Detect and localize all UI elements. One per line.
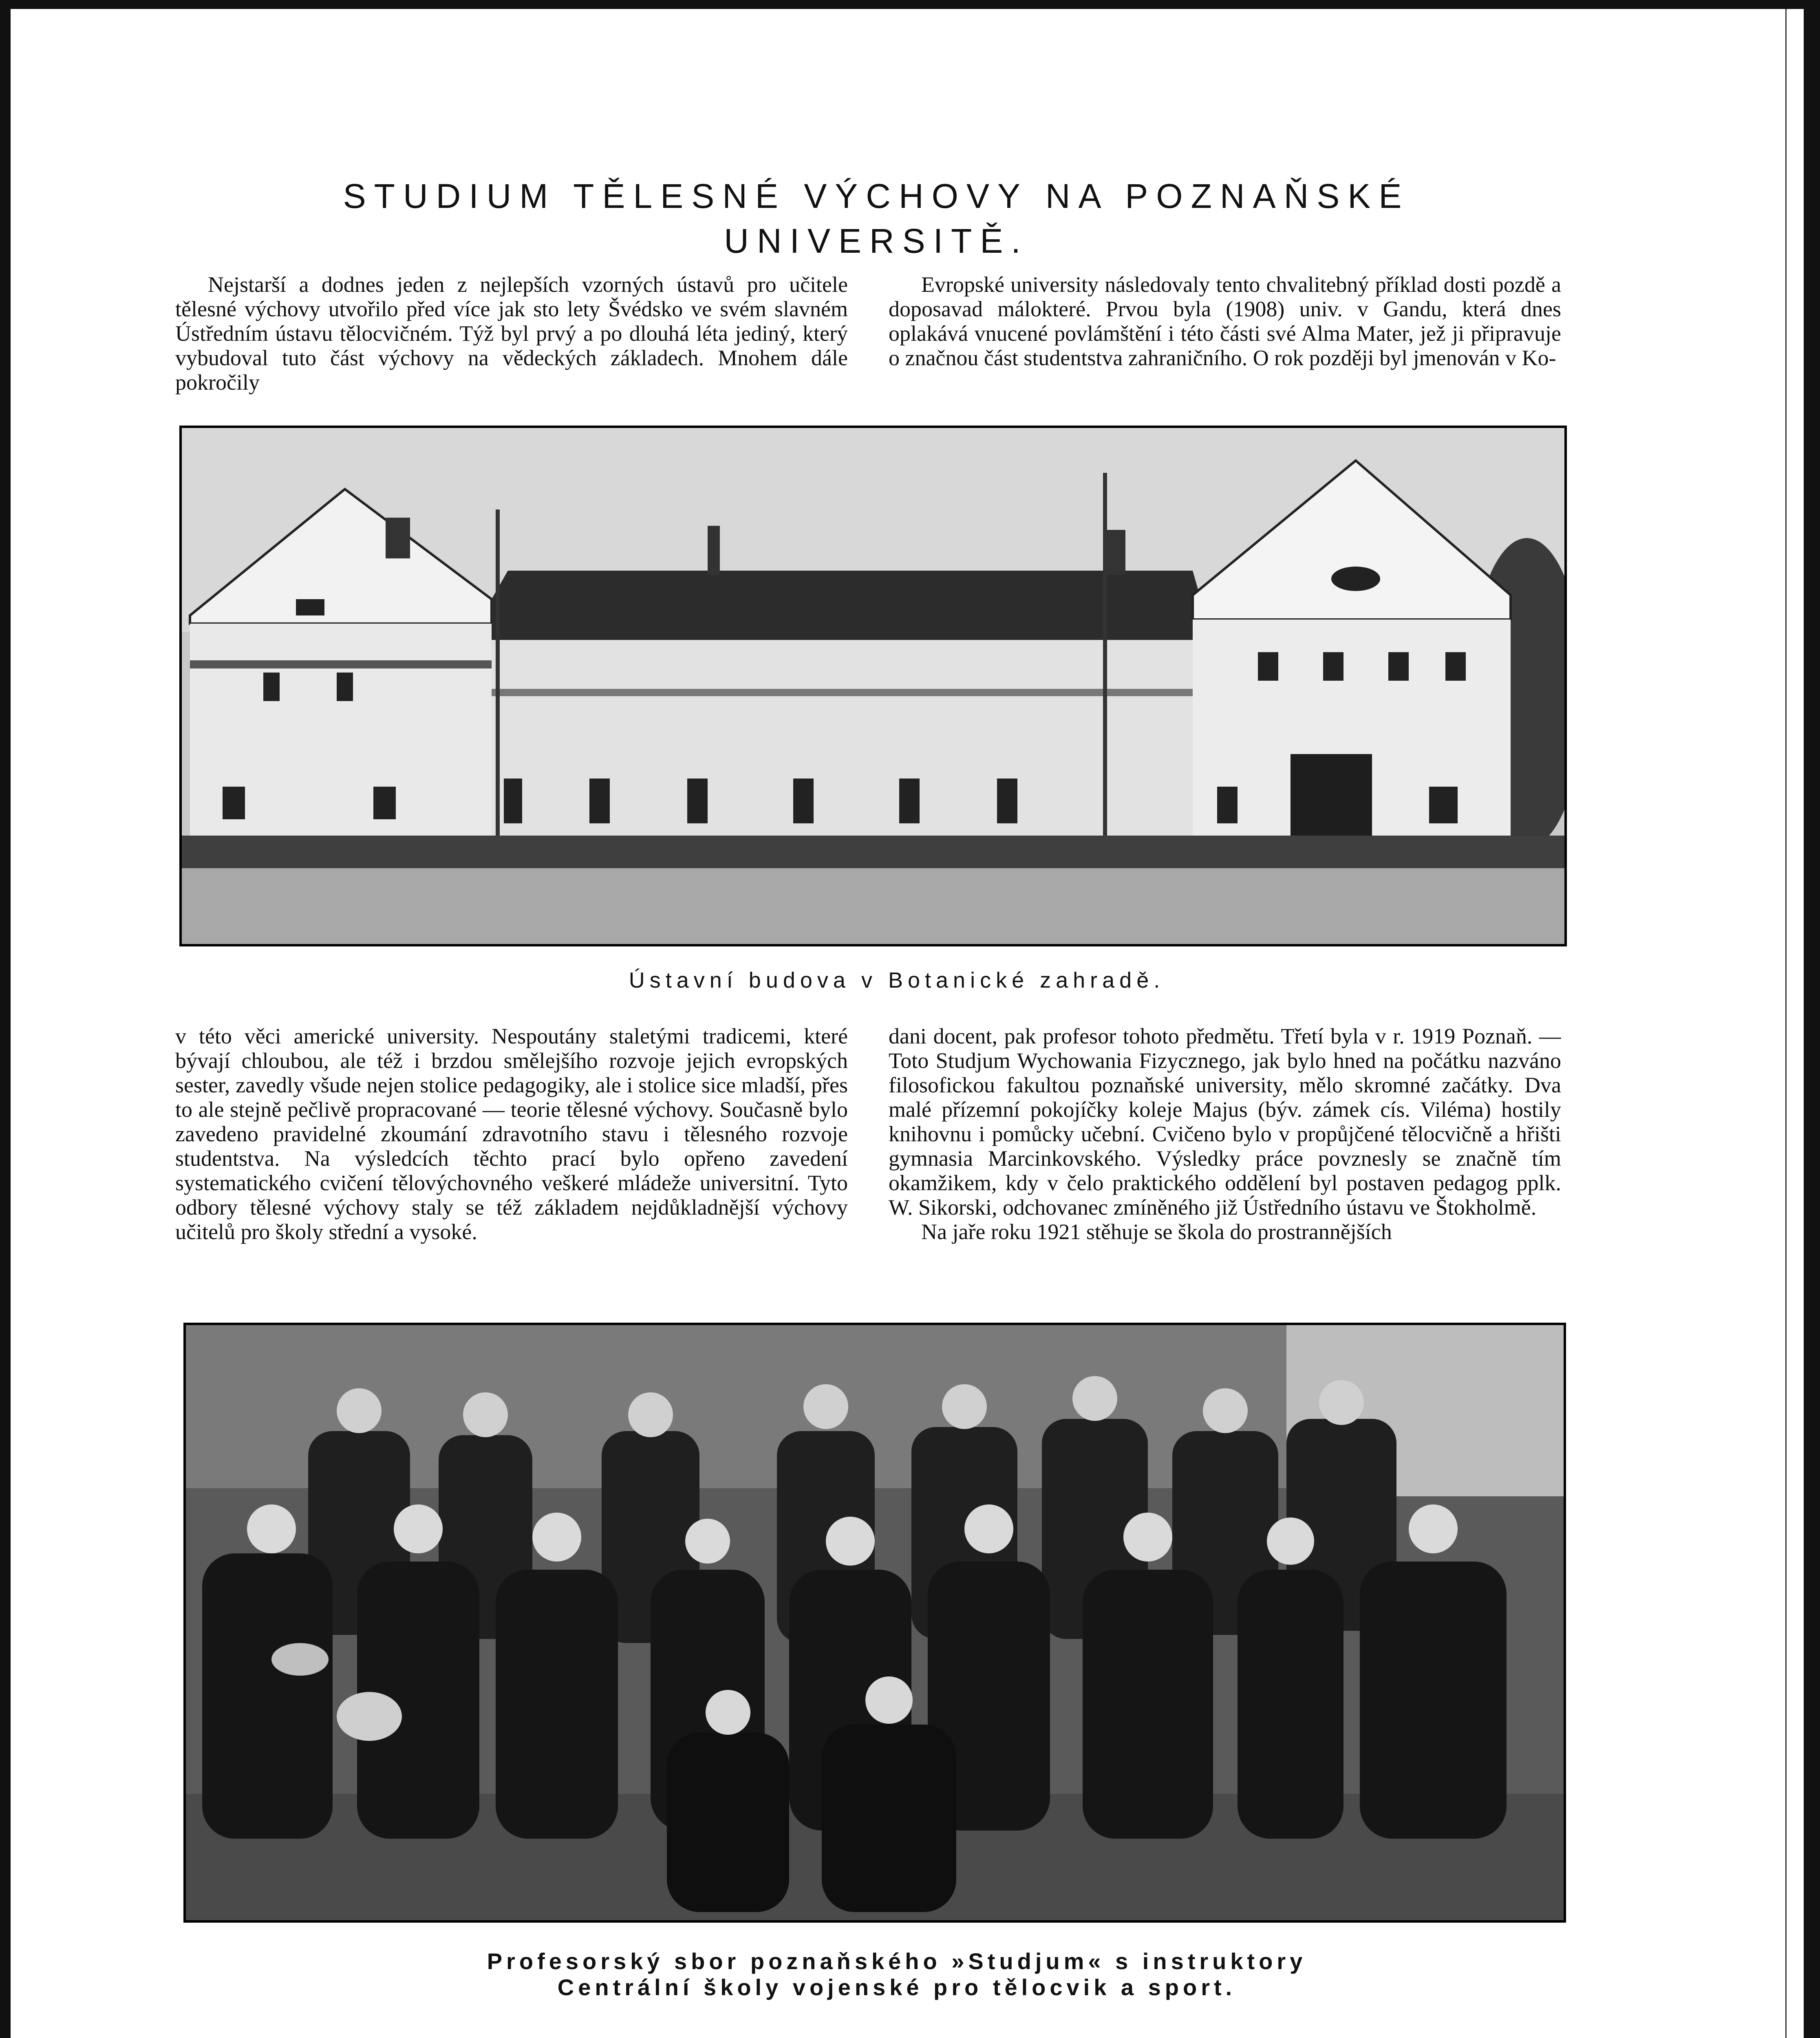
- scan-edge-left: [0, 0, 11, 2038]
- intro-right-paragraph: Evropské university následovaly tento chvalitebný příklad dosti pozdě a doposavad málokteré. Prvou byla (1908) univ. v Gandu, která dnes oplakává vnucené povlámštění i této části své Alma Mater, jež ji připravuje o značnou část studentstva zahraničního. O rok později byl jmenován v Ko-: [889, 272, 1561, 370]
- group-caption: [285, 1948, 1508, 2001]
- mid-right-column: [889, 1024, 1561, 1289]
- intro-left-column: [175, 272, 848, 395]
- group-photo: [183, 1323, 1566, 1923]
- building-caption: Ústavní budova v Botanické zahradě.: [629, 968, 1165, 993]
- mid-left-column: [175, 1024, 848, 1285]
- intro-right-column: [889, 272, 1561, 395]
- title-line-1: STUDIUM TĚLESNÉ VÝCHOVY NA POZNAŇSKÉ: [343, 177, 1410, 216]
- building-illustration: [182, 428, 1564, 944]
- title-line-2: UNIVERSITĚ.: [724, 222, 1029, 260]
- page-border-line: [1785, 9, 1787, 2038]
- mid-left-paragraph: v této věci americké university. Nespoutány staletými tradicemi, které bývají chloubou, ale též i brzdou smělejšího rozvoje jejich evropských sester, zavedly všude nejen stolice pedagogiky, ale i stolice sice mladší, přes to ale stejně pečlivě propracované — teorie tělesné výchovy. Současně bylo zavedeno pravidelné zkoumání zdravotního stavu i tělesného rozvoje studentstva. Na výsledcích těchto prací bylo opřeno zavedení systematického cvičení tělovýchovného veškeré mládeže universitní. Tyto odbory tělesné výchovy staly se též základem nejdůkladnější výchovy učitelů pro školy střední a vysoké.: [175, 1024, 848, 1244]
- mid-right-paragraph-1: dani docent, pak profesor tohoto předmětu. Třetí byla v r. 1919 Poznaň. — Toto Studjum Wychowania Fizycznego, jak bylo hned na počátku nazváno filosofickou fakultou poznaňské university, mělo skromné začátky. Dva malé přízemní pokojíčky koleje Majus (býv. zámek cís. Viléma) hostily knihovnu i pomůcky učební. Cvičeno bylo v propůjčené tělocvičně a hřišti gymnasia Marcinkovského. Výsledky práce povznesly se značně tím okamžikem, kdy v čelo praktického oddělení byl postaven pedagog pplk. W. Sikorski, odchovanec zmíněného již Ústředního ústavu ve Štokholmě.: [889, 1024, 1561, 1220]
- mid-right-paragraph-2: Na jaře roku 1921 stěhuje se škola do prostrannějších: [921, 1220, 1392, 1244]
- scan-edge-top: [0, 0, 1820, 9]
- scan-edge-right: [1804, 0, 1820, 2038]
- group-caption-line-2: Centrální školy vojenské pro tělocvik a sport.: [557, 1974, 1236, 2000]
- article-title: [204, 174, 1549, 263]
- group-illustration: [186, 1325, 1564, 1920]
- building-photo: [179, 426, 1567, 946]
- group-caption-line-1: Profesorský sbor poznaňského »Studjum« s instruktory: [487, 1948, 1307, 1974]
- intro-left-paragraph: Nejstarší a dodnes jeden z nejlepších vzorných ústavů pro učitele tělesné výchovy utvořilo před více jak sto lety Švédsko ve svém slavném Ústředním ústavu tělocvičném. Týž byl prvý a po dlouhá léta jediný, který vybudoval tuto část výchovy na vědeckých základech. Mnohem dále pokročily: [175, 272, 848, 395]
